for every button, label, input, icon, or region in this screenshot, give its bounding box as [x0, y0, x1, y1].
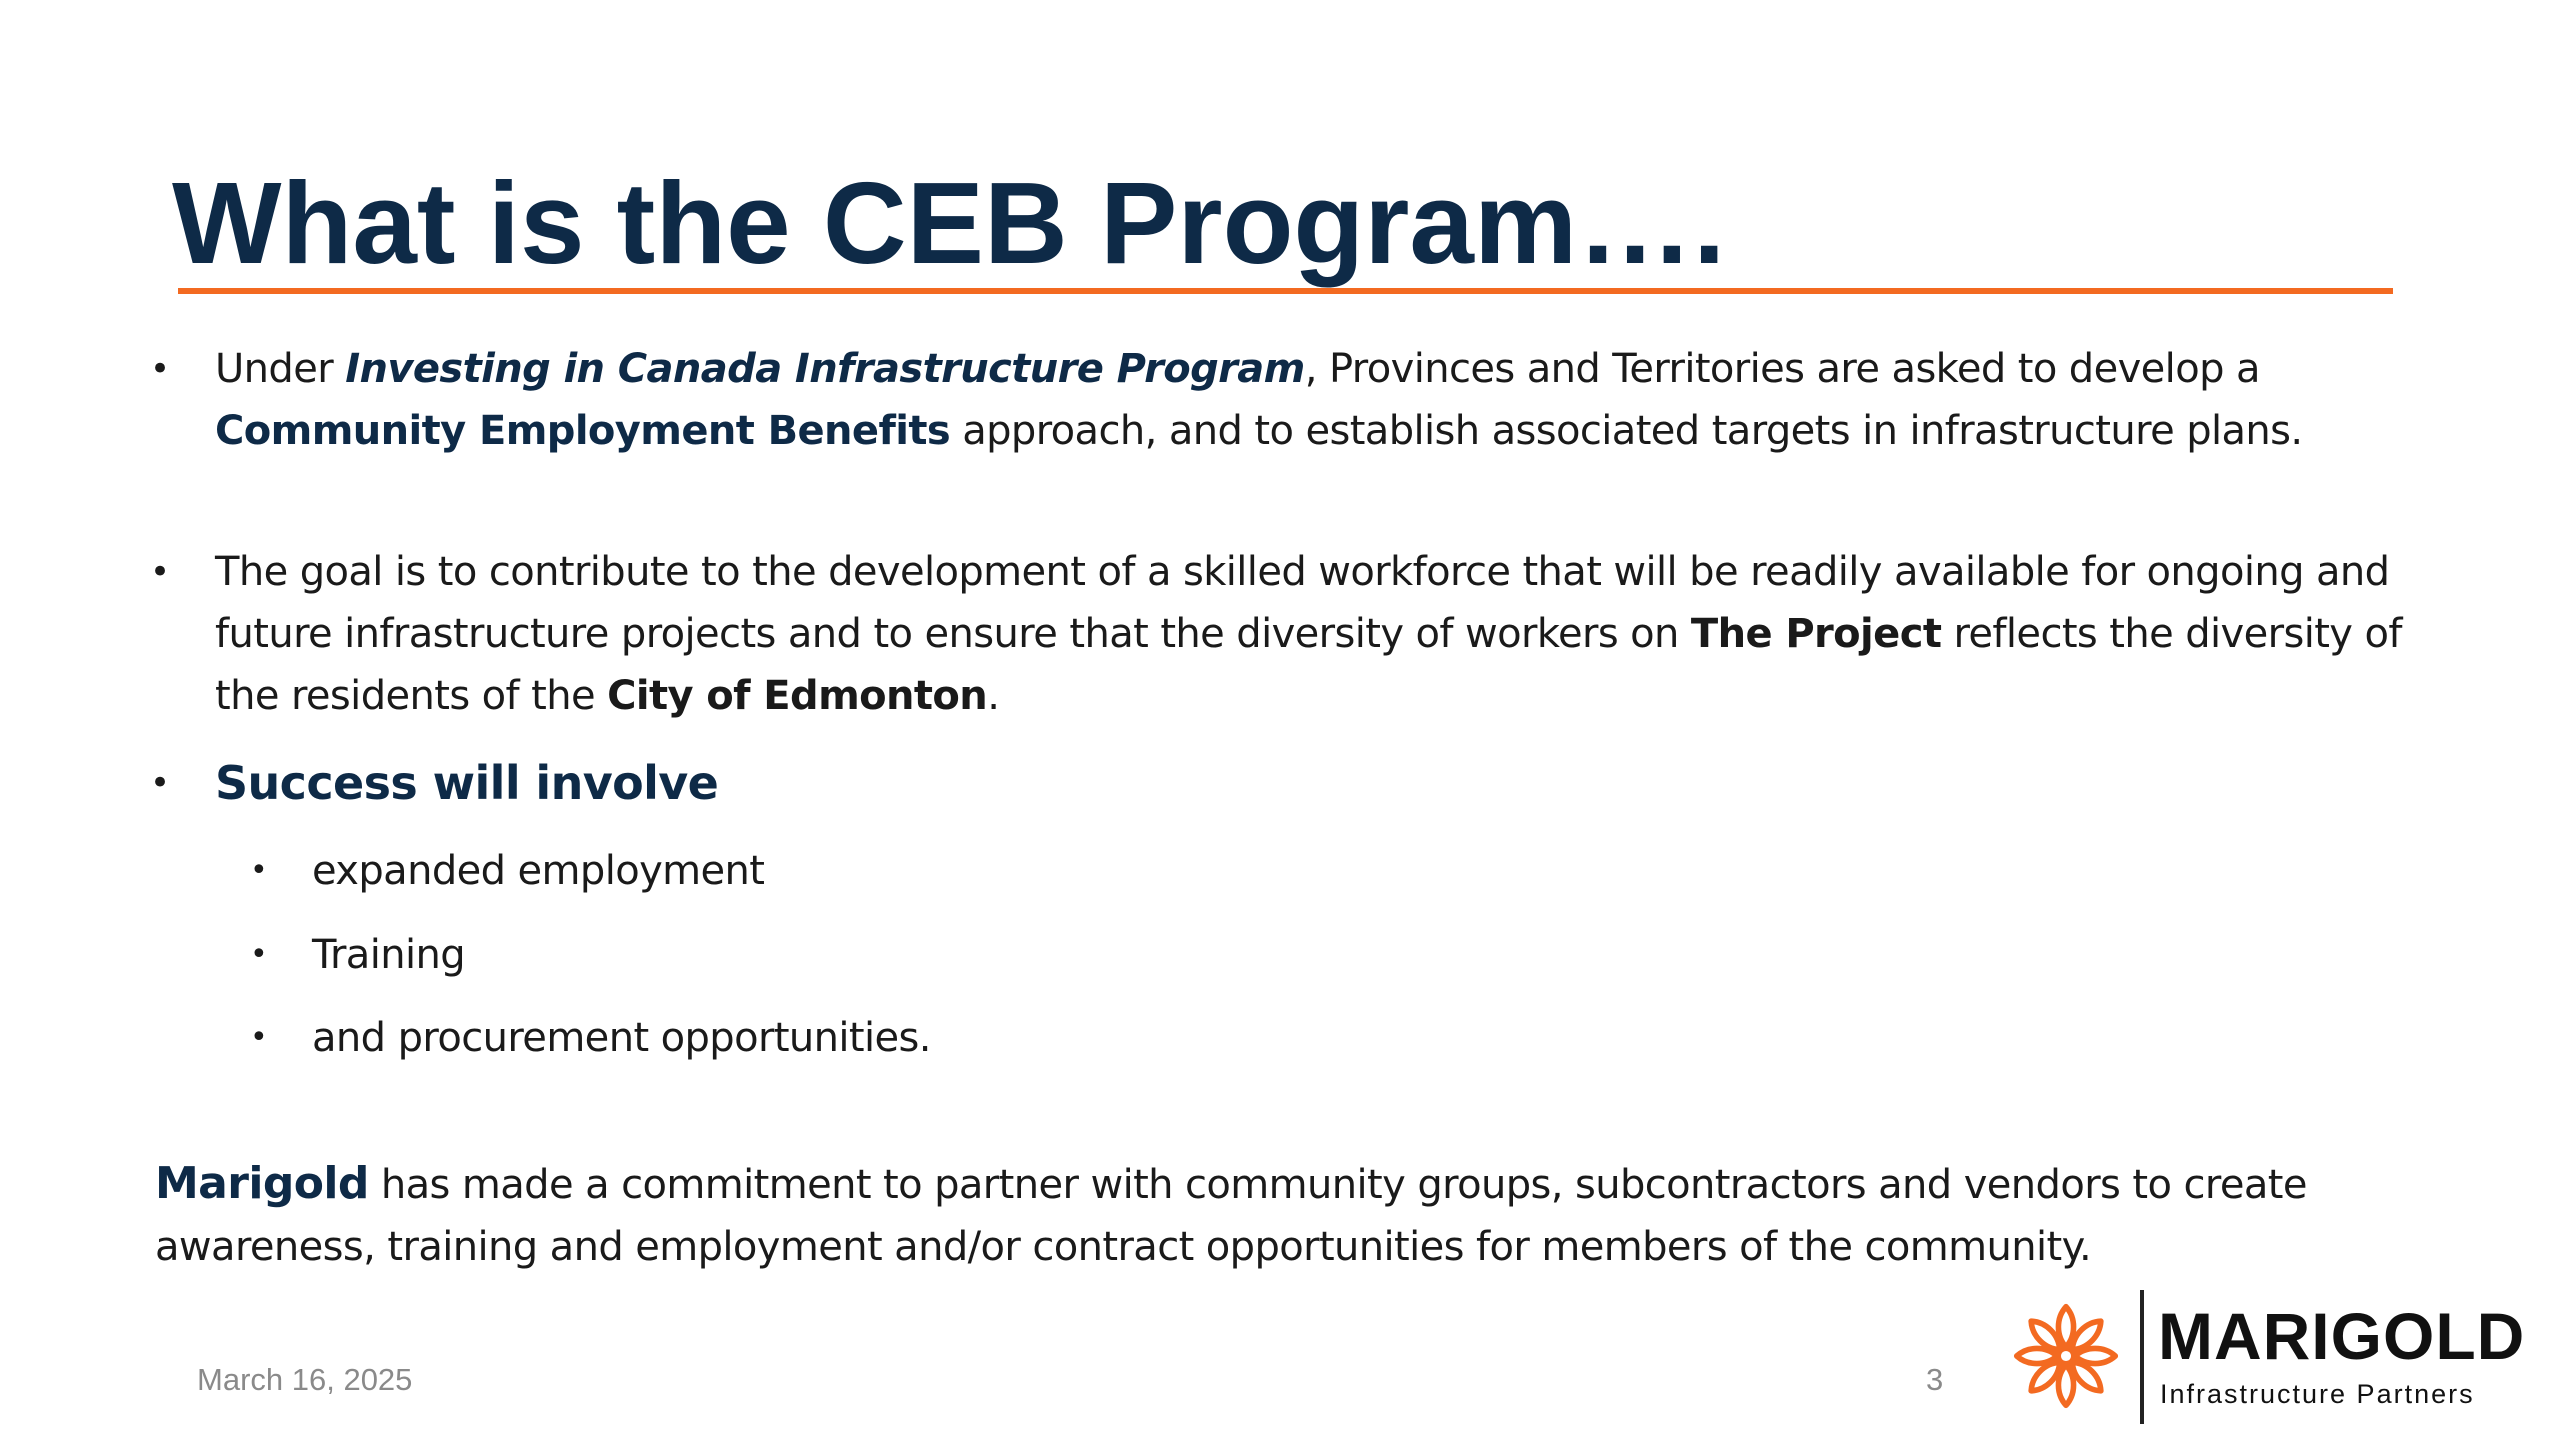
ceb-term: Community Employment Benefits — [215, 408, 951, 454]
company-logo — [2010, 1290, 2540, 1435]
bullet-text — [215, 338, 2420, 462]
program-name: Investing in Canada Infrastructure Program — [345, 346, 1305, 392]
bullet-text-run: , Provinces and Territories are asked to develop a — [1304, 346, 2260, 392]
bullet-item — [150, 752, 2420, 814]
bullet-dot: • — [250, 1020, 268, 1055]
marigold-flower-icon — [2010, 1300, 2122, 1412]
logo-tagline: Infrastructure Partners — [2160, 1379, 2475, 1409]
bullet-item — [150, 338, 2420, 462]
title-underline — [178, 288, 2393, 294]
bullet-text-run: . — [987, 673, 1000, 719]
bullet-text-run: reflects the diversity of the residents of the — [215, 611, 2402, 719]
bullet-text-run: Under — [215, 346, 346, 392]
project-term: The Project — [1690, 611, 1942, 657]
bullet-dot: • — [150, 349, 170, 389]
closing-statement — [155, 1153, 2425, 1278]
sub-bullet-item — [250, 924, 1750, 986]
bullet-item — [150, 541, 2420, 727]
bullet-dot: • — [250, 937, 268, 972]
sub-bullet-text: expanded employment — [312, 848, 765, 894]
bullet-heading: Success will involve — [215, 756, 719, 810]
city-term: City of Edmonton — [607, 673, 988, 719]
bullet-text-run: The goal is to contribute to the development of a skilled workforce that will be readily available for ongoing and future infrastructure projects and to ensure that the diversity of workers on — [215, 549, 2390, 657]
sub-bullet-text: Training — [312, 932, 466, 978]
logo-wordmark: MARIGOLD — [2158, 1299, 2526, 1373]
page-number: 3 — [1926, 1362, 1944, 1397]
company-name: Marigold — [155, 1158, 369, 1209]
bullet-text-run: approach, and to establish associated targets in infrastructure plans. — [950, 408, 2303, 454]
bullet-dot: • — [150, 552, 170, 592]
footer-date: March 16, 2025 — [197, 1362, 413, 1397]
bullet-dot: • — [150, 763, 170, 803]
slide-title: What is the CEB Program…. — [172, 158, 1726, 288]
sub-bullet-text: and procurement opportunities. — [312, 1015, 931, 1061]
logo-divider — [2140, 1290, 2144, 1424]
bullet-text — [215, 541, 2420, 727]
bullet-dot: • — [250, 853, 268, 888]
closing-text: has made a commitment to partner with community groups, subcontractors and vendors to create awareness, training and employment and/or contract opportunities for members of the community. — [155, 1162, 2307, 1270]
sub-bullet-item — [250, 840, 1750, 902]
sub-bullet-item — [250, 1007, 1750, 1069]
